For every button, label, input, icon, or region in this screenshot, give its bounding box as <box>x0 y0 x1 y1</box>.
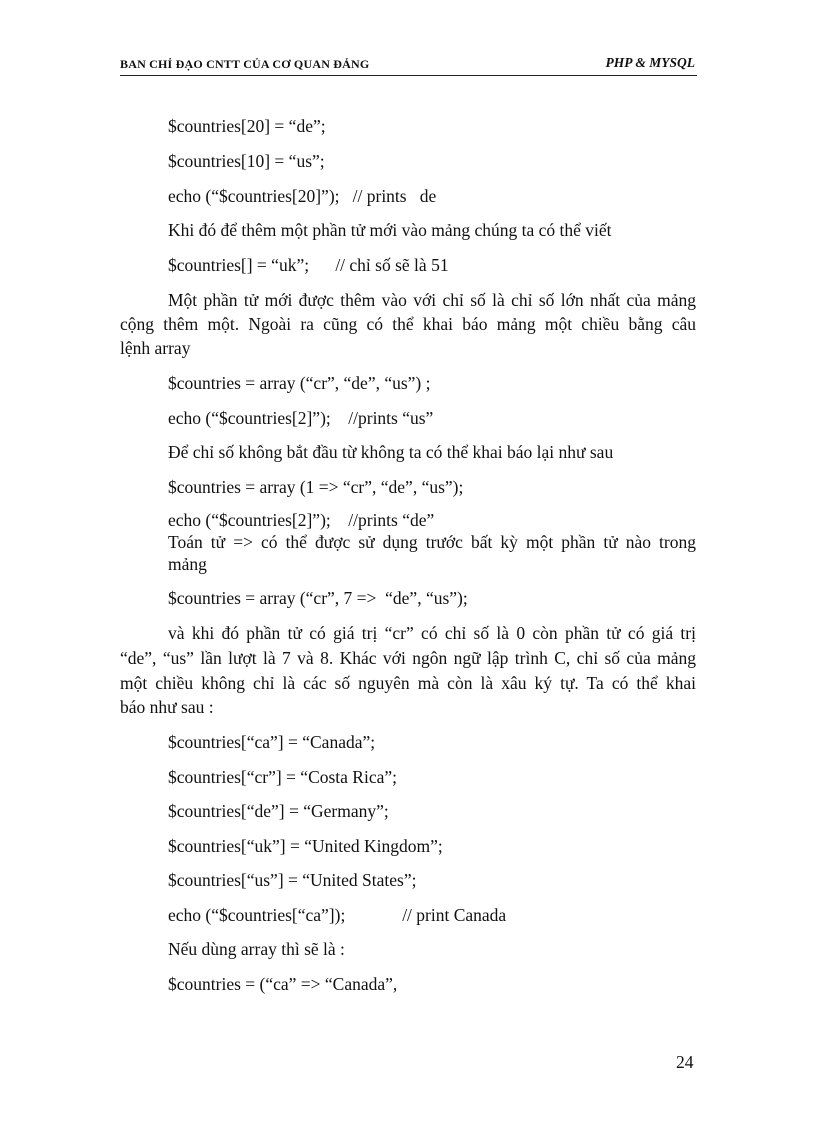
code-line: $countries[“uk”] = “United Kingdom”; <box>168 836 443 856</box>
text-line: Một phần tử mới được thêm vào với chỉ số là chỉ số lớn nhất của mảng <box>168 290 696 310</box>
code-line: $countries = array (1 => “cr”, “de”, “us”); <box>168 477 464 497</box>
text-line: Toán tử => có thể được sử dụng trước bất kỳ một phần tử nào trong <box>168 532 696 552</box>
code-line: $countries[“cr”] = “Costa Rica”; <box>168 767 398 787</box>
header-rule <box>120 75 697 76</box>
text-line: cộng thêm một. Ngoài ra cũng có thể khai báo mảng một chiều bằng câu <box>120 314 696 334</box>
text-line: Để chỉ số không bắt đầu từ không ta có thể khai báo lại như sau <box>168 442 614 462</box>
text-line: báo như sau : <box>120 697 214 717</box>
code-line: $countries = (“ca” => “Canada”, <box>168 974 398 994</box>
text-line: Nếu dùng array thì sẽ là : <box>168 939 345 959</box>
text-line: “de”, “us” lần lượt là 7 và 8. Khác với ngôn ngữ lập trình C, chỉ số của mảng <box>120 648 696 668</box>
code-line: echo (“$countries[2]”); //prints “us” <box>168 408 434 428</box>
text-line: Khi đó để thêm một phần tử mới vào mảng chúng ta có thể viết <box>168 220 612 240</box>
code-line: echo (“$countries[20]”); // prints de <box>168 186 437 206</box>
text-line: lệnh array <box>120 338 191 358</box>
code-line: $countries[20] = “de”; <box>168 116 326 136</box>
text-line: mảng <box>168 554 207 574</box>
code-line: $countries[“ca”] = “Canada”; <box>168 732 376 752</box>
code-line: $countries[10] = “us”; <box>168 151 325 171</box>
text-line: một chiều không chỉ là các số nguyên mà còn là xâu ký tự. Ta có thể khai <box>120 673 696 693</box>
page-header <box>120 54 697 76</box>
code-line: echo (“$countries[2]”); //prints “de” <box>168 510 435 530</box>
page-number: 24 <box>676 1052 694 1072</box>
code-line: $countries = array (“cr”, “de”, “us”) ; <box>168 373 431 393</box>
code-line: $countries[] = “uk”; // chỉ số sẽ là 51 <box>168 255 449 275</box>
code-line: echo (“$countries[“ca”]); // print Canada <box>168 905 507 925</box>
code-line: $countries[“de”] = “Germany”; <box>168 801 389 821</box>
text-line: và khi đó phần tử có giá trị “cr” có chỉ số là 0 còn phần tử có giá trị <box>168 623 696 643</box>
header-subject: PHP & MYSQL <box>605 55 695 70</box>
code-line: $countries[“us”] = “United States”; <box>168 870 417 890</box>
header-organization: BAN CHỈ ĐẠO CNTT CỦA CƠ QUAN ĐẢNG <box>120 57 370 71</box>
code-line: $countries = array (“cr”, 7 => “de”, “us”); <box>168 588 468 608</box>
